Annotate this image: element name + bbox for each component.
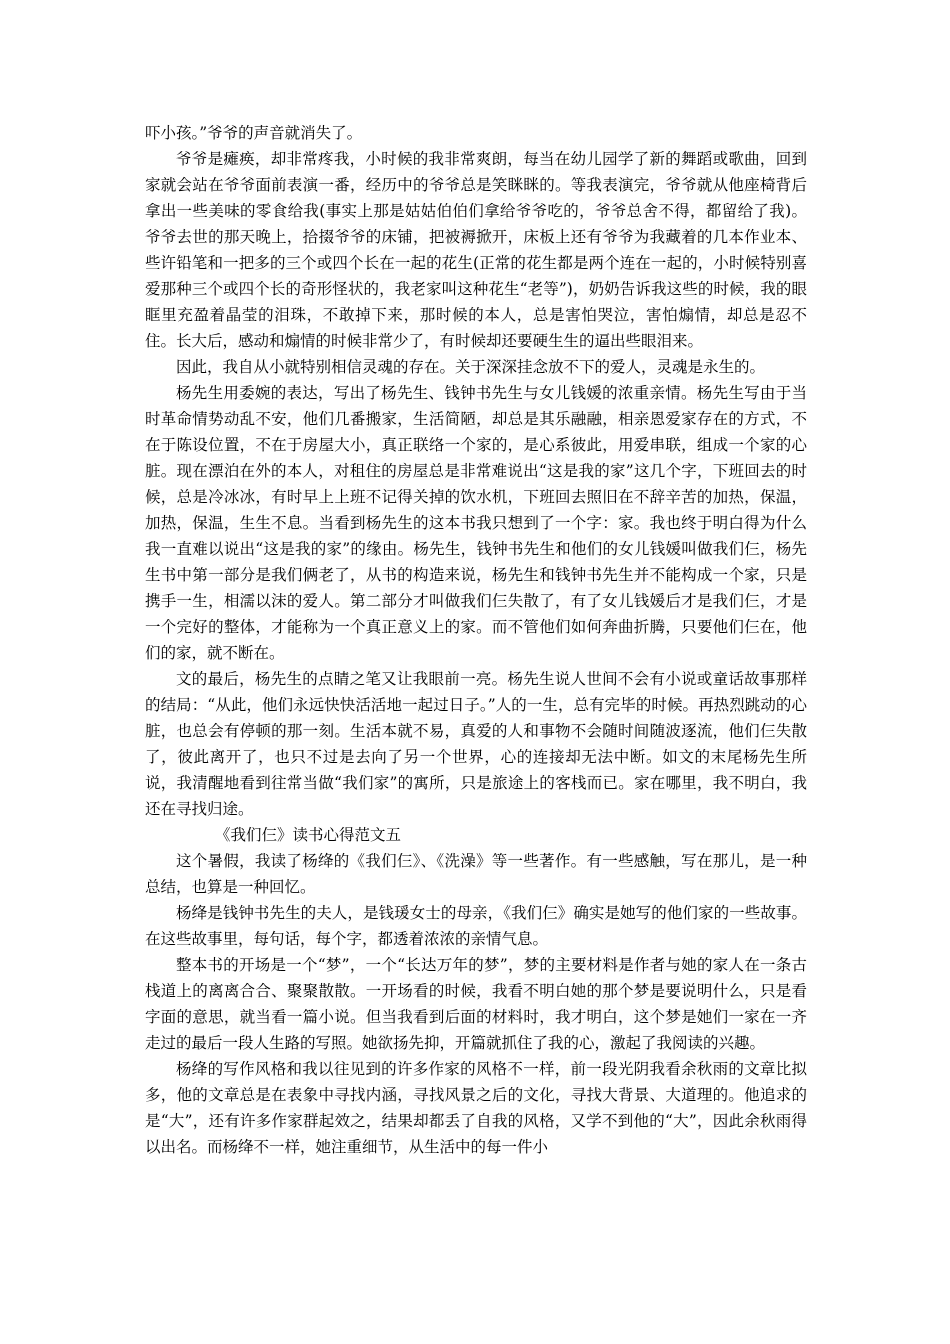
- paragraph-summer: 这个暑假，我读了杨绛的《我们仨》、《洗澡》等一些著作。有一些感触，写在那儿，是一种总结，也算是一种回忆。: [145, 852, 807, 896]
- paragraph-grandfather: 爷爷是瘫痪，却非常疼我，小时候的我非常爽朗，每当在幼儿园学了新的舞蹈或歌曲，回到家就会站在爷爷面前表演一番，经历中的爷爷总是笑眯眯的。等我表演完，爷爷就从他座椅背后拿出一些美味的零食给我(事实上那是姑姑伯伯们拿给爷爷吃的，爷爷总舍不得，都留给了我)。爷爷去世的那天晚上，拾掇爷爷的床铺，把被褥掀开，床板上还有爷爷为我藏着的几本作业本、些许铅笔和一把多的三个或四个长在一起的花生(正常的花生都是两个连在一起的，小时候特别喜爱那种三个或四个长的奇形怪状的，我老家叫这种花生“老等”)，奶奶告诉我这些的时候，我的眼眶里充盈着晶莹的泪珠，不敢掉下来，那时候的本人，总是害怕哭泣，害怕煽情，却总是忍不住。长大后，感动和煽情的时候非常少了，有时候却还要硬生生的逼出些眼泪来。: [145, 150, 807, 350]
- paragraph-soul: 因此，我自从小就特别相信灵魂的存在。关于深深挂念放不下的爱人，灵魂是永生的。: [176, 358, 766, 376]
- paragraph-yangjiang: 杨绛是钱钟书先生的夫人，是钱瑗女士的母亲，《我们仨》确实是她写的他们家的一些故事。在这些故事里，每句话，每个字，都透着浓浓的亲情气息。: [145, 904, 807, 948]
- paragraph-continuation: 吓小孩。”爷爷的声音就消失了。: [145, 124, 363, 142]
- document-page: [145, 120, 807, 1160]
- paragraph-ending: 文的最后，杨先生的点睛之笔又让我眼前一亮。杨先生说人世间不会有小说或童话故事那样的结局：“从此，他们永远快快活活地一起过日子。”人的一生，总有完毕的时候。再热烈跳动的心脏，也总会有停顿的那一刻。生活本就不易，真爱的人和事物不会随时间随波逐流，他们仨失散了，彼此离开了，也只不过是去向了另一个世界，心的连接却无法中断。如文的末尾杨先生所说，我清醒地看到往常当做“我们家”的寓所，只是旅途上的客栈而已。家在哪里，我不明白，我还在寻找归途。: [145, 670, 807, 818]
- section-title: 《我们仨》读书心得范文五: [215, 826, 402, 844]
- paragraph-family: 杨先生用委婉的表达，写出了杨先生、钱钟书先生与女儿钱媛的浓重亲情。杨先生写由于当时革命情势动乱不安，他们几番搬家，生活简陋，却总是其乐融融，相亲恩爱家存在的方式，不在于陈设位置，不在于房屋大小，真正联络一个家的，是心系彼此，用爱串联，组成一个家的心脏。现在漂泊在外的本人，对租住的房屋总是非常难说出“这是我的家”这几个字，下班回去的时候，总是冷冰冰，有时早上上班不记得关掉的饮水机，下班回去照旧在不辞辛苦的加热，保温，加热，保温，生生不息。当看到杨先生的这本书我只想到了一个字：家。我也终于明白得为什么我一直难以说出“这是我的家”的缘由。杨先生，钱钟书先生和他们的女儿钱媛叫做我们仨，杨先生书中第一部分是我们俩老了，从书的构造来说，杨先生和钱钟书先生并不能构成一个家，只是携手一生，相濡以沫的爱人。第二部分才叫做我们仨失散了，有了女儿钱媛后才是我们仨，才是一个完好的整体，才能称为一个真正意义上的家。而不管他们如何奔曲折腾，只要他们仨在，他们的家，就不断在。: [145, 384, 807, 662]
- paragraph-style: 杨绛的写作风格和我以往见到的许多作家的风格不一样，前一段光阴我看余秋雨的文章比拟多，他的文章总是在表象中寻找内涵，寻找风景之后的文化，寻找大背景、大道理的。他追求的是“大”，还有许多作家群起效之，结果却都丢了自我的风格，又学不到他的“大”，因此余秋雨得以出名。而杨绛不一样，她注重细节，从生活中的每一件小: [145, 1060, 807, 1156]
- paragraph-dream: 整本书的开场是一个“梦”，一个“长达万年的梦”，梦的主要材料是作者与她的家人在一条古栈道上的离离合合、聚聚散散。一开场看的时候，我看不明白她的那个梦是要说明什么，只是看字面的意思，就当看一篇小说。但当我看到后面的材料时，我才明白，这个梦是她们一家在一齐走过的最后一段人生路的写照。她欲扬先抑，开篇就抓住了我的心，激起了我阅读的兴趣。: [145, 956, 807, 1052]
